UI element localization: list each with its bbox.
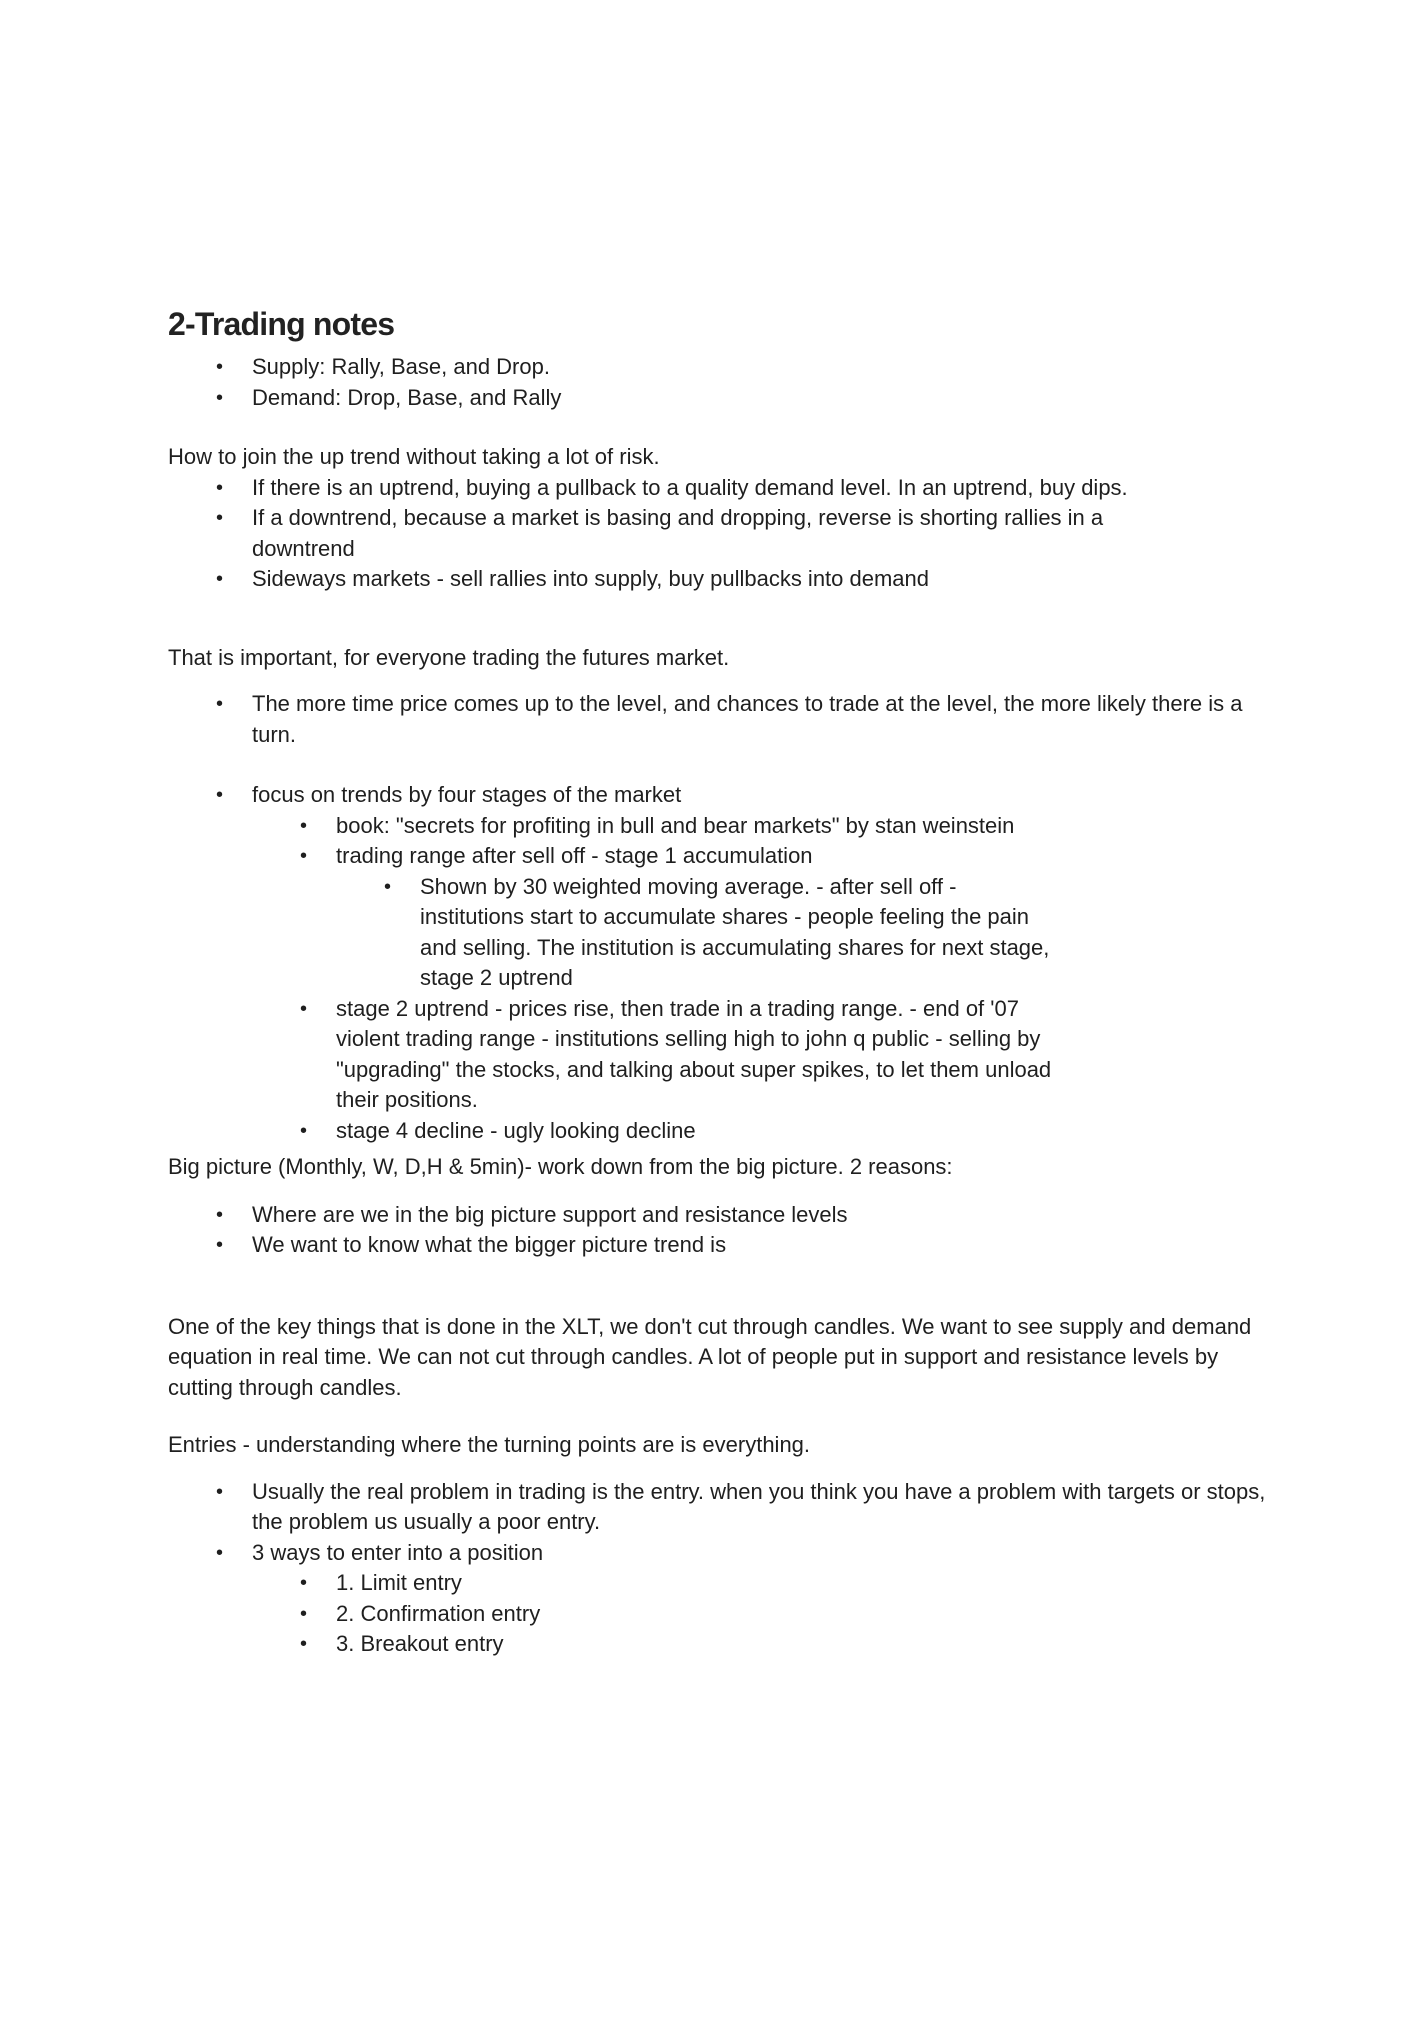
bullet-icon: • [216,784,224,806]
list-item-confirmation-entry: • 2. Confirmation entry [168,1599,1278,1630]
xlt-paragraph: One of the key things that is done in the XLT, we don't cut through candles. We want to see supply and demand equation in real time. We can not cut through candles. A lot of people put in support and resistance levels by cutting through candles. [168,1313,1252,1400]
bigpicture-heading: Big picture (Monthly, W, D,H & 5min)- work down from the big picture. 2 reasons: [168,1154,953,1179]
list-item-bigger-trend: • We want to know what the bigger picture trend is [168,1230,1278,1261]
list-item-sideways: • Sideways markets - sell rallies into supply, buy pullbacks into demand [168,564,1278,595]
list-item-supply: • Supply: Rally, Base, and Drop. [168,352,1278,383]
uptrend-heading: How to join the up trend without taking a lot of risk. [168,444,660,469]
book-line: book: "secrets for profiting in bull and bear markets" by stan weinstein [336,812,1015,838]
bullet-icon: • [300,814,308,837]
list-item-limit-entry: • 1. Limit entry [168,1568,1278,1599]
bullet-icon: • [216,507,224,529]
bullet-icon: • [216,1480,224,1503]
bullet-icon: • [216,568,224,590]
bullet-icon: • [300,845,308,867]
bullet-icon: • [384,875,392,898]
bullet-icon: • [300,1572,308,1594]
bullet-icon: • [216,386,224,409]
entries-heading: Entries - understanding where the turning points are is everything. [168,1432,811,1457]
list-item-downtrend: • If a downtrend, because a market is basing and dropping, reverse is shorting rallies in a downtrend [216,505,1104,561]
list-item-breakout-entry: • 3. Breakout entry [168,1629,1278,1660]
list-item-stage1: • trading range after sell off - stage 1 accumulation [168,841,1278,872]
bullet-icon: • [300,1633,308,1655]
list-item-stage2: • stage 2 uptrend - prices rise, then trade in a trading range. - end of '07 violent trading range - institutions selling high to john q public - selling by "upgrading" the stocks, and talking about super spikes, to let them unload their positions. [300,995,1052,1112]
list-item-demand: • Demand: Drop, Base, and Rally [168,383,1278,414]
list-item-three-ways: • 3 ways to enter into a position [168,1538,1278,1569]
list-item-entry-problem: • Usually the real problem in trading is the entry. when you think you have a problem with targets or stops, the problem us usually a poor entry. [216,1478,1266,1534]
list-item-stage1-detail: • Shown by 30 weighted moving average. - after sell off - institutions start to accumulate shares - people feeling the pain and selling. The institution is accumulating shares for next stage, stage 2 uptrend [384,873,1050,990]
bullet-icon: • [300,997,308,1020]
list-item-support-resistance: • Where are we in the big picture support and resistance levels [168,1200,1278,1231]
document-body [168,300,1278,1660]
list-item-stage4: • stage 4 decline - ugly looking decline [168,1116,1278,1147]
bullet-icon: • [216,1234,224,1256]
list-item-uptrend: • If there is an uptrend, buying a pullback to a quality demand level. In an uptrend, buy dips. [168,473,1278,504]
bullet-icon: • [216,1203,224,1226]
list-item-more-time: • The more time price comes up to the level, and chances to trade at the level, the more likely there is a turn. [216,691,1243,747]
bullet-icon: • [216,476,224,499]
bullet-icon: • [216,1541,224,1564]
page-title: 2-Trading notes [168,306,395,342]
important-heading: That is important, for everyone trading the futures market. [168,644,730,670]
bullet-icon: • [216,693,224,715]
bullet-icon: • [216,356,224,378]
bullet-icon: • [300,1602,308,1625]
bullet-icon: • [300,1119,308,1142]
list-item-four-stages: • focus on trends by four stages of the market [168,780,1278,811]
